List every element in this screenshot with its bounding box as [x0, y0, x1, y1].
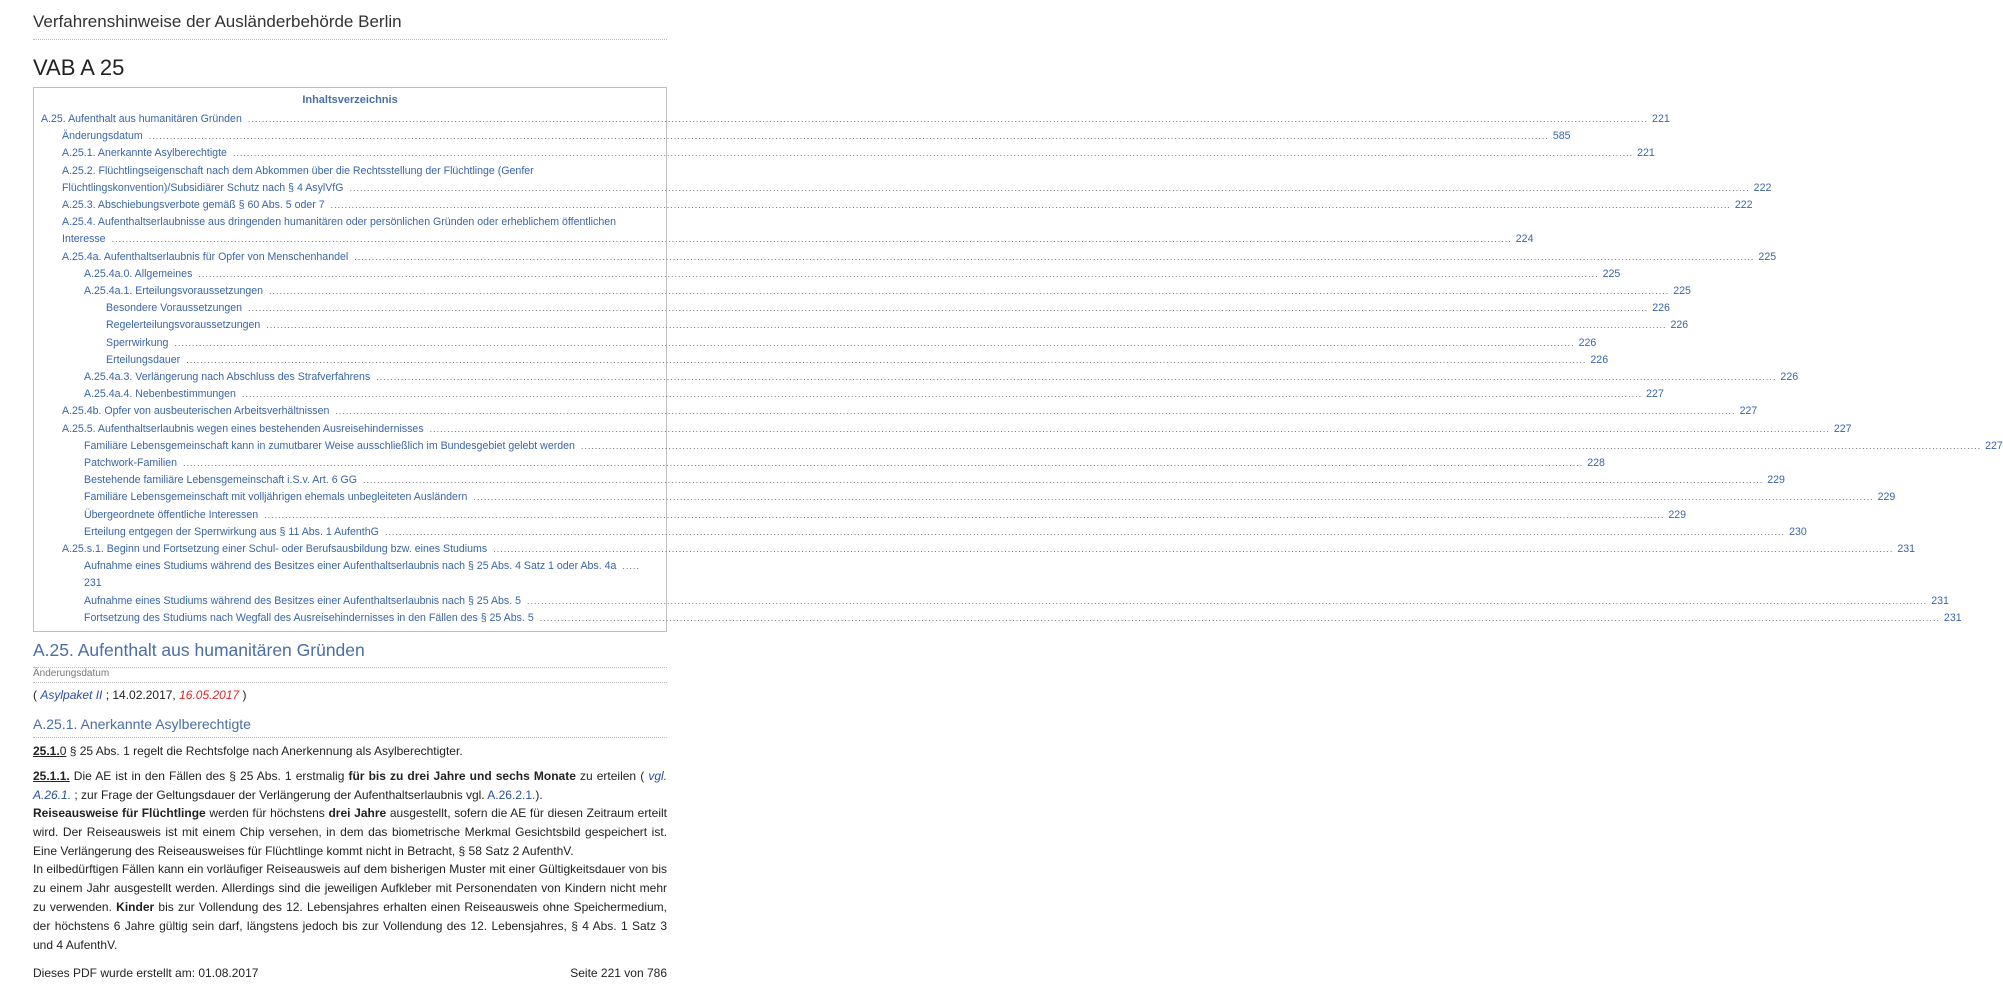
toc-page-number: 231: [1931, 594, 1949, 607]
paragraph-text: zu erteilen (: [575, 769, 649, 783]
toc-entry-text: A.25.3. Abschiebungsverbote gemäß § 60 Abs. 5 oder 7: [62, 199, 325, 212]
toc-entry[interactable]: [34, 197, 1753, 214]
toc-list: [34, 111, 2003, 627]
paragraph-text: ; zur Frage der Geltungsdauer der Verlängerung der Aufenthaltserlaubnis vgl.: [71, 788, 488, 802]
paragraph-number: 25.1.: [33, 744, 60, 758]
toc-entry-text: Patchwork-Familien: [84, 457, 178, 470]
toc-leader-dots: ................................................................................................................................................................................................................................................................................................................................................................................................................: [363, 475, 1764, 486]
toc-leader-dots: ................................................................................................................................................................................................................................................................................................................................................................................................................: [148, 131, 1549, 142]
toc-leader-dots: ................................................................................................................................................................................................................................................................................................................................................................................................................: [183, 458, 1584, 469]
toc-entry-text: Bestehende familiäre Lebensgemeinschaft i.S.v. Art. 6 GG: [84, 474, 358, 487]
toc-entry-text: Aufnahme eines Studiums während des Besitzes einer Aufenthaltserlaubnis nach § 25 Abs. 5: [84, 594, 521, 607]
toc-entry[interactable]: [34, 214, 1534, 248]
paren-close: ): [239, 688, 247, 702]
toc-leader-dots: ................................................................................................................................................................................................................................................................................................................................................................................................................: [335, 406, 1736, 417]
toc-entry[interactable]: [34, 558, 657, 592]
paragraph-text: ).: [535, 788, 543, 802]
page-footer: [33, 966, 667, 980]
paragraph-text: In eilbedürftigen Fällen kann ein vorläufiger Reiseausweis auf dem bisherigen Muster mit einer Gültigkeitsdauer von bis zu einem Jahr ausgestellt werden. Allerdings sind die jeweiligen Aufkleber mit Personendaten von Kindern nicht mehr zu verwenden.: [33, 862, 667, 914]
toc-leader-dots: ................................................................................................................................................................................................................................................................................................................................................................................................................: [376, 372, 1777, 383]
toc-page-number: 226: [1578, 336, 1597, 349]
toc-entry-text: A.25.1. Anerkannte Asylberechtigte: [62, 147, 227, 160]
toc-entry-continuation: Flüchtlingskonvention)/Subsidiärer Schutz nach § 4 AsylVfG: [62, 181, 344, 194]
footer-created: Dieses PDF wurde erstellt am: 01.08.2017: [33, 966, 259, 980]
toc-entry[interactable]: [34, 335, 1597, 352]
toc-page-number: 222: [1753, 181, 1772, 194]
toc-leader-dots: ................................................................................................................................................................................................................................................................................................................................................................................................................: [266, 320, 1667, 331]
toc-title: Inhaltsverzeichnis: [302, 94, 398, 106]
toc-entry-continuation: 231: [84, 577, 102, 590]
toc-leader-dots: ................................................................................................................................................................................................................................................................................................................................................................................................................: [248, 303, 1649, 314]
toc-entry-text: Regelerteilungsvoraussetzungen: [106, 319, 261, 332]
paragraph-bold: Kinder: [116, 900, 155, 914]
toc-page-number: 229: [1668, 508, 1687, 521]
paren-open: (: [33, 688, 41, 702]
toc-entry-text: Änderungsdatum: [62, 130, 143, 143]
toc-page-number: 221: [1652, 113, 1670, 125]
paragraph-bold: drei Jahre: [328, 806, 387, 820]
toc-page-number: 224: [1515, 233, 1534, 246]
paragraph-text: § 25 Abs. 1 regelt die Rechtsfolge nach Anerkennung als Asylberechtigter.: [66, 744, 463, 758]
document-title: VAB A 25: [33, 55, 667, 88]
toc-entry[interactable]: [34, 111, 1670, 128]
toc-page-number: 228: [1587, 457, 1605, 470]
asylpaket-link[interactable]: Asylpaket II: [40, 688, 103, 702]
toc-entry[interactable]: [34, 610, 1962, 627]
toc-page-number: 231: [1897, 543, 1916, 556]
toc-leader-dots: ................................................................................................................................................................................................................................................................................................................................................................................................................: [526, 595, 1928, 606]
toc-entry-text: A.25.4. Aufenthaltserlaubnisse aus dringenden humanitären oder persönlichen Gründen oder erheblichem öffentlichen: [62, 216, 616, 229]
toc-entry[interactable]: [34, 472, 1785, 489]
toc-entry-text: Familiäre Lebensgemeinschaft mit volljährigen ehemals unbegleiteten Ausländern: [84, 491, 468, 504]
toc-leader-dots: ................................................................................................................................................................................................................................................................................................................................................................................................................: [354, 251, 1755, 262]
toc-entry[interactable]: [34, 317, 1689, 334]
toc-leader-dots: ................................................................................................................................................................................................................................................................................................................................................................................................................: [174, 337, 1575, 348]
toc-leader-dots: ................................................................................................................................................................................................................................................................................................................................................................................................................: [111, 234, 1512, 245]
toc-leader-dots: ................................................................................................................................................................................................................................................................................................................................................................................................................: [232, 148, 1634, 159]
toc-page-number: 227: [1739, 405, 1758, 418]
subsection-heading: A.25.1. Anerkannte Asylberechtigte: [33, 716, 667, 738]
toc-entry-text: Sperrwirkung: [106, 336, 169, 349]
toc-leader-dots: ................................................................................................................................................................................................................................................................................................................................................................................................................: [539, 612, 1940, 623]
toc-entry[interactable]: [34, 145, 1655, 162]
toc-page-number: 226: [1652, 302, 1670, 315]
link-a-26-1[interactable]: A.26.1.: [33, 788, 72, 802]
toc-page-number: 229: [1767, 474, 1785, 487]
section-heading: A.25. Aufenthalt aus humanitären Gründen: [33, 640, 667, 668]
toc-entry[interactable]: [34, 489, 1896, 506]
toc-entry[interactable]: [34, 386, 1664, 403]
toc-entry-text: Besondere Voraussetzungen: [106, 302, 243, 315]
toc-entry-text: A.25.4a.0. Allgemeines: [84, 267, 193, 280]
toc-entry[interactable]: [34, 128, 1571, 145]
toc-entry-text: A.25.5. Aufenthaltserlaubnis wegen eines bestehenden Ausreisehindernisses: [62, 422, 424, 435]
toc-leader-dots: ................................................................................................................................................................................................................................................................................................................................................................................................................: [247, 114, 1649, 124]
toc-page-number: 230: [1789, 525, 1807, 538]
toc-entry[interactable]: [34, 369, 1799, 386]
toc-entry[interactable]: [34, 455, 1605, 472]
toc-page-number: 225: [1602, 267, 1621, 280]
paragraph-bold: für bis zu drei Jahre und sechs Monate: [348, 769, 576, 783]
toc-leader-dots: ................................................................................................................................................................................................................................................................................................................................................................................................................: [493, 544, 1894, 555]
toc-page-number: 226: [1590, 353, 1609, 366]
paragraph-reiseausweise: [33, 804, 667, 861]
toc-leader-dots: .....: [622, 561, 640, 572]
toc-page-number: 226: [1670, 319, 1689, 332]
toc-entry-text: Familiäre Lebensgemeinschaft kann in zumutbarer Weise ausschließlich im Bundesgebiet gelebt werden: [84, 439, 575, 452]
paragraph-25-1-1: [33, 767, 667, 805]
toc-entry-text: A.25.s.1. Beginn und Fortsetzung einer Schul- oder Berufsausbildung bzw. eines Studiums: [62, 543, 488, 556]
toc-entry[interactable]: [34, 524, 1807, 541]
paragraph-text: werden für höchstens: [205, 806, 329, 820]
toc-entry[interactable]: [34, 438, 2003, 455]
toc-entry-text: A.25.4a. Aufenthaltserlaubnis für Opfer von Menschenhandel: [62, 250, 349, 263]
toc-page-number: 229: [1877, 491, 1896, 504]
toc-entry[interactable]: [34, 541, 1916, 558]
toc-page-number: 226: [1780, 371, 1799, 384]
toc-entry-text: A.25.4a.3. Verlängerung nach Abschluss des Strafverfahrens: [84, 371, 371, 384]
toc-entry-continuation: Interesse: [62, 233, 106, 246]
toc-entry[interactable]: [34, 283, 1691, 300]
toc-leader-dots: ................................................................................................................................................................................................................................................................................................................................................................................................................: [429, 423, 1830, 434]
toc-entry-text: A.25.2. Flüchtlingseigenschaft nach dem Abkommen über die Rechtsstellung der Flüchtlinge (Genfer: [62, 164, 534, 177]
link-a-26-2-1[interactable]: A.26.2.1.: [487, 788, 536, 802]
toc-entry[interactable]: [34, 163, 1772, 197]
aenderungsdatum-label: Änderungsdatum: [33, 668, 667, 683]
toc-page-number: 227: [1985, 439, 2003, 452]
toc-leader-dots: ................................................................................................................................................................................................................................................................................................................................................................................................................: [198, 268, 1599, 279]
aenderung-date-text: ; 14.02.2017,: [102, 688, 180, 702]
toc-leader-dots: ................................................................................................................................................................................................................................................................................................................................................................................................................: [580, 440, 1982, 451]
toc-leader-dots: ................................................................................................................................................................................................................................................................................................................................................................................................................: [186, 354, 1587, 365]
toc-entry[interactable]: [34, 403, 1758, 420]
toc-leader-dots: ................................................................................................................................................................................................................................................................................................................................................................................................................: [384, 526, 1786, 537]
toc-entry-text: A.25. Aufenthalt aus humanitären Gründen: [41, 113, 242, 125]
paragraph-25-1-0: [33, 742, 667, 761]
vgl-text: vgl.: [648, 769, 667, 783]
toc-entry[interactable]: [34, 266, 1621, 283]
paragraph-eilbeduerftig: [33, 860, 667, 955]
toc-leader-dots: ................................................................................................................................................................................................................................................................................................................................................................................................................: [264, 509, 1665, 520]
toc-entry-text: Übergeordnete öffentliche Interessen: [84, 508, 259, 521]
toc-entry[interactable]: [34, 507, 1687, 524]
running-header: Verfahrenshinweise der Ausländerbehörde Berlin: [33, 12, 667, 40]
toc-leader-dots: ................................................................................................................................................................................................................................................................................................................................................................................................................: [330, 200, 1731, 211]
paragraph-text: bis zur Vollendung des 12. Lebensjahres erhalten einen Reiseausweis ohne Speichermedium, der höchstens 6 Jahre gültig sein darf, längstens jedoch bis zur Vollendung des 12. Lebensjahres, § 4 Abs. 1 Satz 3 und 4 AufenthV.: [33, 900, 667, 952]
aenderungsdatum-line: [33, 688, 247, 702]
toc-leader-dots: ................................................................................................................................................................................................................................................................................................................................................................................................................: [473, 492, 1874, 503]
aenderung-new-date: 16.05.2017: [179, 688, 240, 702]
toc-page-number: 227: [1833, 422, 1852, 435]
table-of-contents: [33, 87, 2003, 632]
toc-entry-text: A.25.4a.4. Nebenbestimmungen: [84, 388, 236, 401]
toc-entry[interactable]: [34, 593, 1949, 610]
toc-entry[interactable]: [34, 352, 1609, 369]
toc-entry-text: Erteilungsdauer: [106, 353, 181, 366]
toc-leader-dots: ................................................................................................................................................................................................................................................................................................................................................................................................................: [241, 389, 1643, 400]
paragraph-number-tail: 0: [59, 744, 67, 758]
paragraph-bold: Reiseausweise für Flüchtlinge: [33, 806, 206, 820]
toc-page-number: 585: [1552, 130, 1571, 143]
toc-page-number: 231: [1943, 611, 1962, 624]
toc-page-number: 221: [1637, 147, 1655, 160]
paragraph-number: 25.1.1.: [33, 769, 70, 783]
toc-entry[interactable]: [34, 300, 1670, 317]
toc-page-number: 222: [1734, 199, 1753, 212]
toc-entry-text: Aufnahme eines Studiums während des Besitzes einer Aufenthaltserlaubnis nach § 25 Abs. 4 Satz 1 oder Abs. 4a: [84, 560, 617, 573]
toc-entry[interactable]: [34, 249, 1777, 266]
paragraph-text: ausgestellt, sofern die AE für diesen Zeitraum erteilt wird. Der Reiseausweis ist mit einem Chip versehen, in dem das biometrische Merkmal Gesichtsbild gespeichert ist. Eine Verlängerung des Reiseausweises für Flüchtlinge kommt nicht in Betracht, § 58 Satz 2 AufenthV.: [33, 806, 667, 858]
toc-entry-text: A.25.4b. Opfer von ausbeuterischen Arbeitsverhältnissen: [62, 405, 330, 418]
toc-page-number: 227: [1646, 388, 1664, 401]
toc-entry-text: A.25.4a.1. Erteilungsvoraussetzungen: [84, 285, 264, 298]
toc-leader-dots: ................................................................................................................................................................................................................................................................................................................................................................................................................: [349, 182, 1750, 193]
toc-entry-text: Erteilung entgegen der Sperrwirkung aus § 11 Abs. 1 AufenthG: [84, 525, 379, 538]
toc-page-number: 225: [1673, 285, 1691, 298]
toc-page-number: 225: [1758, 250, 1777, 263]
footer-page-info: Seite 221 von 786: [570, 966, 667, 980]
toc-entry-text: Fortsetzung des Studiums nach Wegfall des Ausreisehindernisses in den Fällen des § 25 Abs. 5: [84, 611, 534, 624]
paragraph-text: Die AE ist in den Fällen des § 25 Abs. 1 erstmalig: [69, 769, 349, 783]
toc-leader-dots: ................................................................................................................................................................................................................................................................................................................................................................................................................: [269, 286, 1670, 297]
toc-entry[interactable]: [34, 421, 1852, 438]
